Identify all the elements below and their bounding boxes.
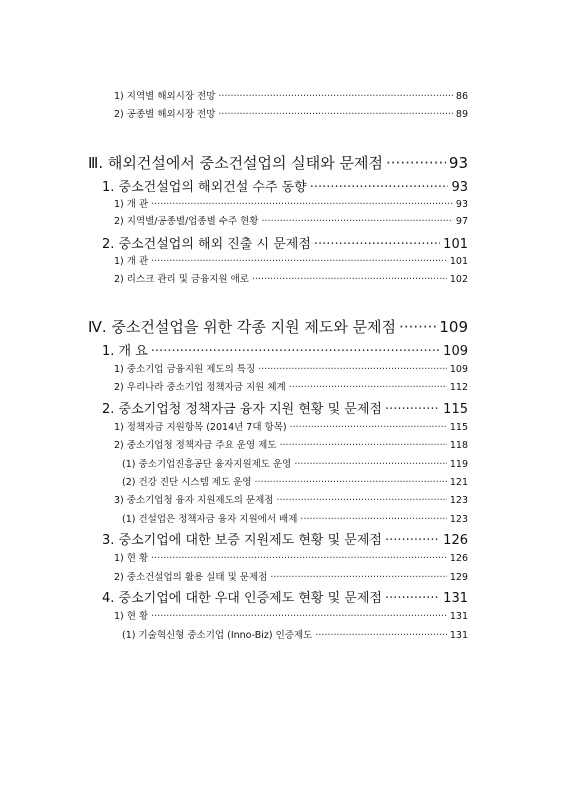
toc-page-number: 123 [449, 514, 468, 525]
toc-entry[interactable] [114, 379, 468, 393]
toc-page-number: 112 [449, 382, 468, 393]
toc-entry-label: 1. 개 요 [102, 344, 148, 359]
toc-entry[interactable] [114, 196, 468, 210]
toc-leader-dots [399, 318, 436, 336]
toc-leader-dots [277, 495, 447, 506]
toc-section[interactable] [102, 529, 468, 548]
toc-leader-dots [270, 572, 447, 583]
toc-entry-label: 1) 지역별 해외시장 전망 [114, 91, 216, 102]
toc-leader-dots [386, 154, 446, 172]
toc-page-number: 93 [451, 180, 468, 195]
toc-entry[interactable] [122, 511, 468, 525]
toc-entry-label: 3. 중소기업에 대한 보증 지원제도 현황 및 문제점 [102, 533, 382, 548]
toc-chapter[interactable] [88, 316, 468, 337]
toc-page-number: 101 [443, 237, 468, 252]
toc-page-number: 115 [449, 422, 468, 433]
toc-leader-dots [151, 553, 447, 564]
toc-entry-label: 2) 중소기업청 정책자금 주요 운영 제도 [114, 440, 277, 451]
toc-leader-dots [151, 344, 440, 359]
toc-entry-label: 4. 중소기업에 대한 우대 인증제도 현황 및 문제점 [102, 591, 382, 606]
toc-leader-dots [218, 109, 453, 120]
toc-section[interactable] [102, 398, 468, 417]
toc-leader-dots [252, 274, 447, 285]
toc-page-number: 118 [449, 440, 468, 451]
toc-entry-label: 1) 중소기업 금융지원 제도의 특징 [114, 364, 256, 375]
toc-leader-dots [294, 459, 447, 470]
toc-leader-dots [385, 591, 440, 606]
toc-leader-dots [300, 514, 446, 525]
toc-section[interactable] [102, 176, 468, 195]
toc-section[interactable] [102, 233, 468, 252]
toc-page-number: 109 [449, 364, 468, 375]
toc-entry-label: 2) 리스크 관리 및 금융지원 애로 [114, 274, 249, 285]
toc-page-number: 86 [455, 91, 468, 102]
toc-section[interactable] [102, 587, 468, 606]
toc-entry-label: 2) 지역별/공종별/업종별 수주 현황 [114, 216, 259, 227]
toc-entry[interactable] [114, 253, 468, 267]
toc-entry-label: 2) 공종별 해외시장 전망 [114, 109, 216, 120]
toc-page-number: 119 [449, 459, 468, 470]
toc-page-number: 123 [449, 495, 468, 506]
toc-leader-dots [280, 440, 447, 451]
toc-entry[interactable] [122, 456, 468, 470]
toc-page-number: 93 [455, 199, 468, 210]
toc-entry-label: 1) 개 관 [114, 199, 149, 210]
toc-leader-dots [315, 630, 447, 641]
toc-entry-label: 1. 중소건설업의 해외건설 수주 동향 [102, 180, 307, 195]
toc-leader-dots [258, 364, 447, 375]
toc-page-number: 115 [443, 402, 468, 417]
toc-page-number: 109 [443, 344, 468, 359]
toc-entry[interactable] [114, 213, 468, 227]
toc-entry[interactable] [114, 550, 468, 564]
toc-page-number: 131 [449, 630, 468, 641]
toc-entry[interactable] [114, 361, 468, 375]
toc-entry-label: 2) 중소건설업의 활용 실태 및 문제점 [114, 572, 268, 583]
toc-entry-label: Ⅲ. 해외건설에서 중소건설업의 실태와 문제점 [88, 154, 384, 172]
toc-entry-label: (1) 기술혁신형 중소기업 (Inno-Biz) 인증제도 [122, 630, 313, 641]
toc-entry[interactable] [114, 492, 468, 506]
toc-page-number: 126 [443, 533, 468, 548]
toc-leader-dots [218, 91, 453, 102]
toc-page-number: 93 [448, 154, 468, 172]
toc-entry[interactable] [114, 437, 468, 451]
toc-page-number: 89 [455, 109, 468, 120]
toc-leader-dots [290, 422, 447, 433]
toc-leader-dots [385, 402, 440, 417]
toc-page-number: 129 [449, 572, 468, 583]
toc-entry[interactable] [114, 88, 468, 102]
toc-page-number: 126 [449, 553, 468, 564]
toc-entry-label: 1) 정책자금 지원항목 (2014년 7대 항목) [114, 422, 287, 433]
toc-entry[interactable] [114, 271, 468, 285]
toc-page-number: 102 [449, 274, 468, 285]
toc-leader-dots [262, 216, 453, 227]
toc-page-number: 101 [449, 256, 468, 267]
toc-entry[interactable] [114, 608, 468, 622]
toc-entry[interactable] [122, 627, 468, 641]
toc-entry[interactable] [114, 419, 468, 433]
toc-entry-label: 2. 중소기업청 정책자금 융자 지원 현황 및 문제점 [102, 402, 382, 417]
toc-leader-dots [151, 611, 447, 622]
toc-leader-dots [289, 382, 447, 393]
toc-entry-label: 1) 현 황 [114, 611, 149, 622]
toc-leader-dots [255, 477, 447, 488]
toc-page-number: 121 [449, 477, 468, 488]
toc-leader-dots [314, 237, 440, 252]
toc-leader-dots [151, 256, 447, 267]
toc-entry[interactable] [122, 474, 468, 488]
toc-entry-label: 2) 우리나라 중소기업 정책자금 지원 체계 [114, 382, 286, 393]
toc-entry[interactable] [114, 569, 468, 583]
toc-entry-label: Ⅳ. 중소건설업을 위한 각종 지원 제도와 문제점 [88, 318, 397, 336]
toc-entry-label: 1) 개 관 [114, 256, 149, 267]
toc-page-number: 131 [443, 591, 468, 606]
toc-entry-label: (1) 건설업은 정책자금 융자 지원에서 배제 [122, 514, 298, 525]
toc-entry-label: 1) 현 황 [114, 553, 149, 564]
toc-entry-label: (1) 중소기업진흥공단 융자지원제도 운영 [122, 459, 292, 470]
toc-chapter[interactable] [88, 152, 468, 173]
toc-leader-dots [385, 533, 440, 548]
toc-page-number: 131 [449, 611, 468, 622]
toc-page-number: 97 [455, 216, 468, 227]
toc-leader-dots [310, 180, 449, 195]
toc-entry-label: (2) 건강 진단 시스템 제도 운영 [122, 477, 252, 488]
toc-entry-label: 2. 중소건설업의 해외 진출 시 문제점 [102, 237, 311, 252]
toc-entry[interactable] [114, 106, 468, 120]
toc-page-number: 109 [439, 318, 468, 336]
toc-section[interactable] [102, 340, 468, 359]
toc-leader-dots [151, 199, 453, 210]
toc-entry-label: 3) 중소기업청 융자 지원제도의 문제점 [114, 495, 274, 506]
